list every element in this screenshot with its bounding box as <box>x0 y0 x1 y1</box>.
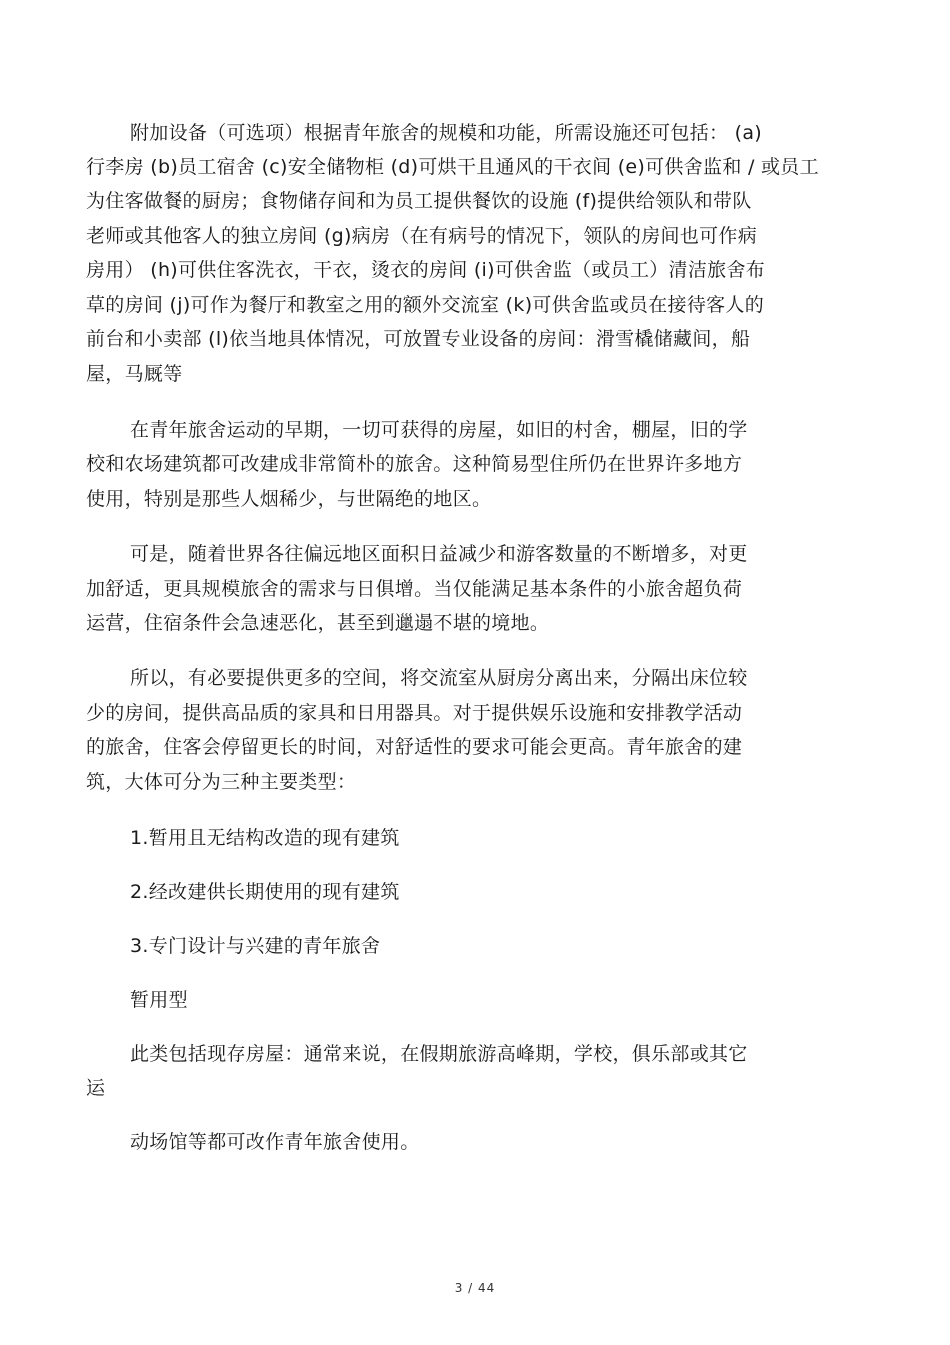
page-number: 3 / 44 <box>454 1281 496 1295</box>
paragraph-1-line-6: 草的房间 (j)可作为餐厅和教室之用的额外交流室 (k)可供舍监或员在接待客人的 <box>86 294 765 316</box>
section-heading: 暂用型 <box>130 989 188 1011</box>
paragraph-3-line-3: 运营，住宿条件会急速恶化，甚至到邋遢不堪的境地。 <box>86 612 550 634</box>
paragraph-1-line-2: 行李房 (b)员工宿舍 (c)安全储物柜 (d)可烘干且通风的干衣间 (e)可供舍监和 / 或员工 <box>86 156 819 178</box>
paragraph-3-line-1: 可是，随着世界各往偏远地区面积日益减少和游客数量的不断增多，对更 <box>130 543 748 565</box>
paragraph-6-line-1: 动场馆等都可改作青年旅舍使用。 <box>130 1131 420 1153</box>
paragraph-1-line-1: 附加设备（可选项）根据青年旅舍的规模和功能，所需设施还可包括： (a) <box>130 122 763 144</box>
paragraph-5-line-2: 运 <box>86 1077 106 1099</box>
list-item-1: 1.暂用且无结构改造的现有建筑 <box>130 827 400 849</box>
paragraph-5-line-1: 此类包括现存房屋：通常来说，在假期旅游高峰期，学校，俱乐部或其它 <box>130 1043 748 1065</box>
paragraph-1-line-4: 老师或其他客人的独立房间 (g)病房（在有病号的情况下，领队的房间也可作病 <box>86 225 758 247</box>
paragraph-1-line-3: 为住客做餐的厨房；食物储存间和为员工提供餐饮的设施 (f)提供给领队和带队 <box>86 190 752 212</box>
list-item-3: 3.专门设计与兴建的青年旅舍 <box>130 935 381 957</box>
list-item-2: 2.经改建供长期使用的现有建筑 <box>130 881 400 903</box>
paragraph-3-line-2: 加舒适，更具规模旅舍的需求与日俱增。当仅能满足基本条件的小旅舍超负荷 <box>86 578 743 600</box>
paragraph-4-line-2: 少的房间，提供高品质的家具和日用器具。对于提供娱乐设施和安排教学活动 <box>86 702 743 724</box>
paragraph-1-line-7: 前台和小卖部 (l)依当地具体情况，可放置专业设备的房间：滑雪橇储藏间，船 <box>86 328 751 350</box>
paragraph-4-line-4: 筑，大体可分为三种主要类型： <box>86 771 357 793</box>
paragraph-4-line-3: 的旅舍，住客会停留更长的时间，对舒适性的要求可能会更高。青年旅舍的建 <box>86 736 743 758</box>
paragraph-4-line-1: 所以，有必要提供更多的空间，将交流室从厨房分离出来，分隔出床位较 <box>130 667 748 689</box>
paragraph-2-line-1: 在青年旅舍运动的早期，一切可获得的房屋，如旧的村舍，棚屋，旧的学 <box>130 419 748 441</box>
paragraph-2-line-2: 校和农场建筑都可改建成非常简朴的旅舍。这种简易型住所仍在世界许多地方 <box>86 453 743 475</box>
paragraph-1-line-8: 屋，马厩等 <box>86 363 183 385</box>
paragraph-1-line-5: 房用） (h)可供住客洗衣，干衣，烫衣的房间 (i)可供舍监（或员工）清洁旅舍布 <box>86 259 766 281</box>
paragraph-2-line-3: 使用，特别是那些人烟稀少，与世隔绝的地区。 <box>86 488 492 510</box>
